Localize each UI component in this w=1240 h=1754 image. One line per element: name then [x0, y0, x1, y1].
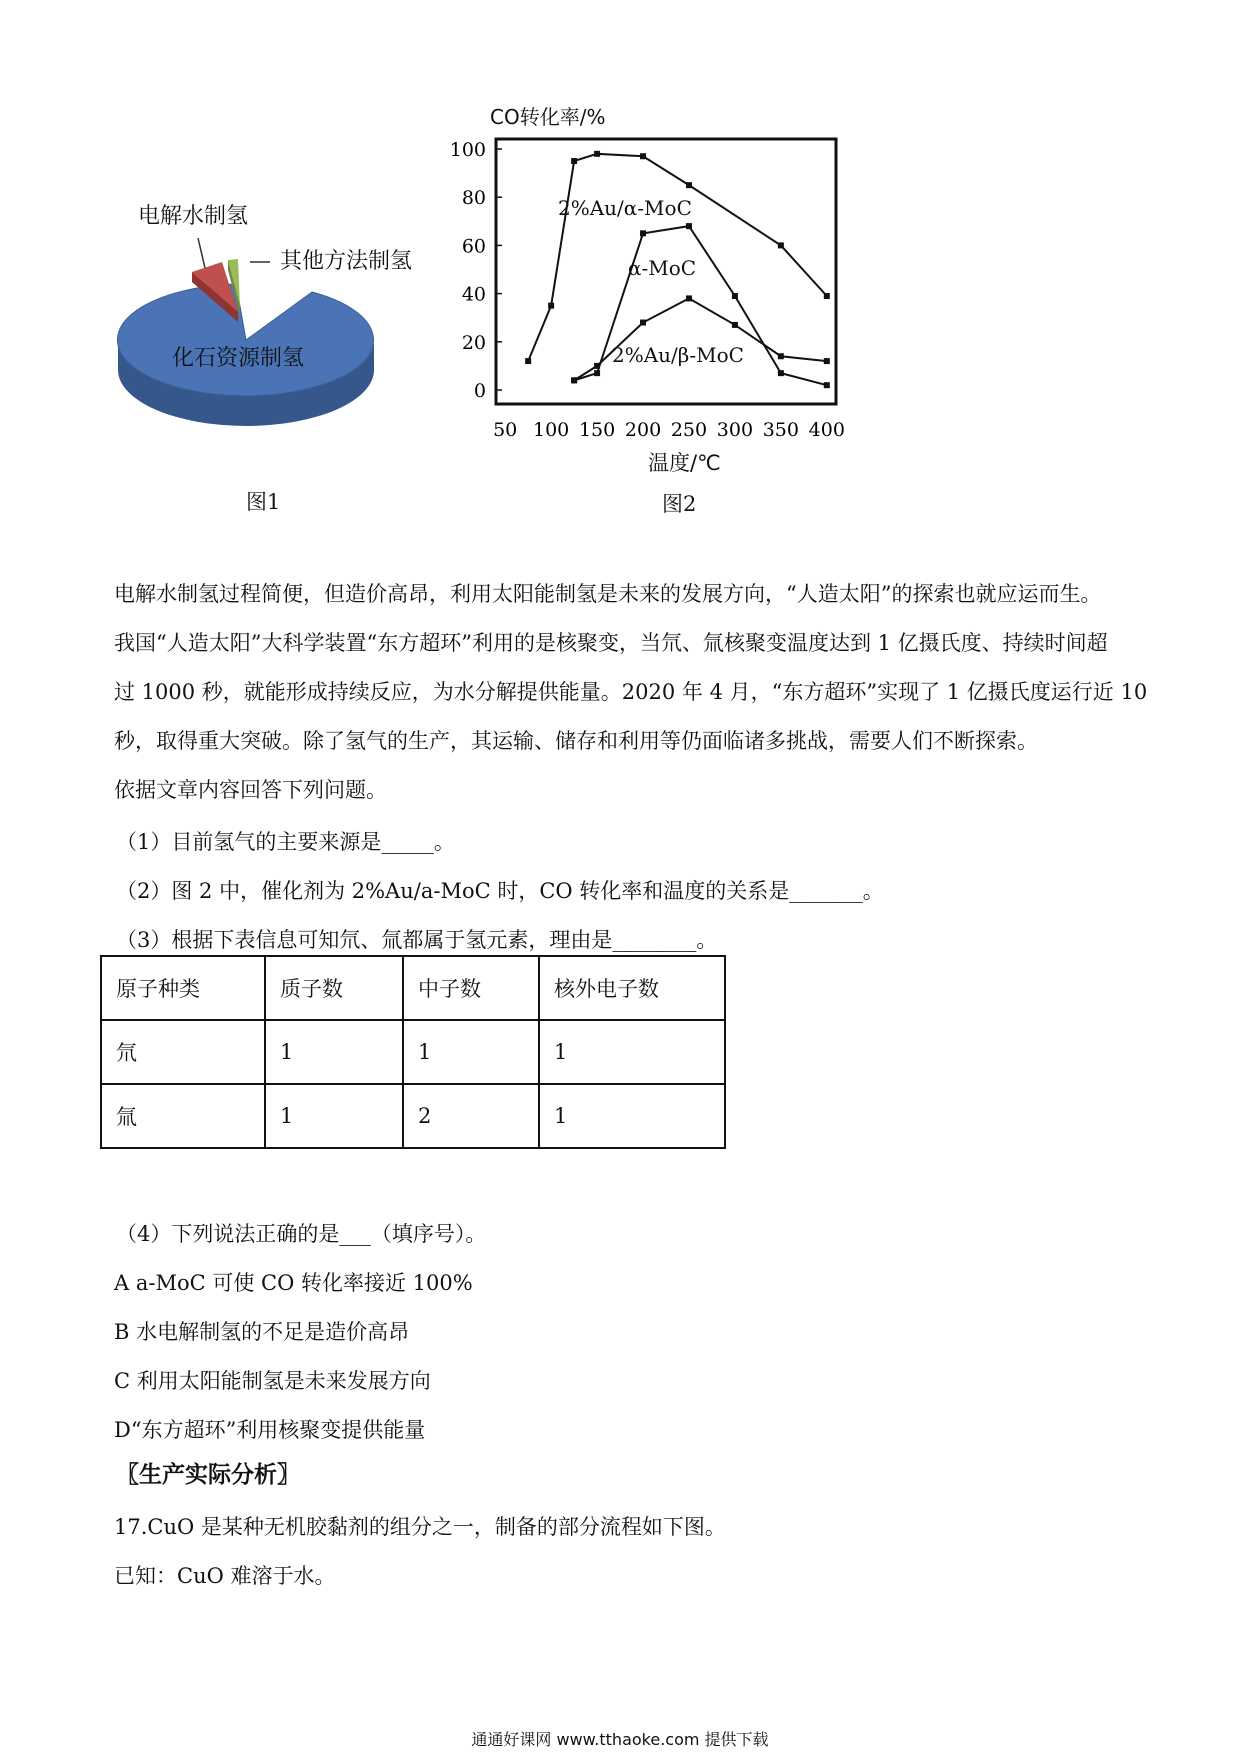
x-tick-label: 350 — [762, 419, 799, 441]
series-point — [594, 151, 600, 157]
known-info: 已知：CuO 难溶于水。 — [114, 1564, 336, 1588]
table-header-cell: 核外电子数 — [539, 956, 725, 1020]
table-cell: 2 — [403, 1084, 539, 1148]
series-point — [732, 293, 738, 299]
table-cell: 1 — [265, 1084, 403, 1148]
series-point — [594, 363, 600, 369]
table-cell: 1 — [265, 1020, 403, 1084]
y-tick-label: 100 — [449, 139, 486, 161]
section-heading: 〖生产实际分析〗 — [116, 1461, 300, 1488]
series-point — [640, 153, 646, 159]
x-tick-label: 250 — [670, 419, 708, 441]
x-tick-label: 50 — [493, 419, 518, 441]
chart-ylabel: CO转化率/% — [490, 105, 606, 129]
option-a: A a-MoC 可使 CO 转化率接近 100% — [114, 1271, 473, 1295]
x-tick-label: 400 — [808, 419, 845, 441]
table-cell: 氚 — [101, 1084, 265, 1148]
figures-svg — [0, 0, 1240, 540]
series-point — [571, 158, 577, 164]
series-point — [571, 377, 577, 383]
isotope-table — [100, 955, 726, 1149]
series-point — [686, 182, 692, 188]
table-header-cell: 原子种类 — [101, 956, 265, 1020]
series-point — [525, 358, 531, 364]
series-label-2au-beta: 2%Au/β-MoC — [612, 343, 744, 367]
question-3: （3）根据下表信息可知氘、氚都属于氢元素，理由是________。 — [116, 928, 718, 952]
footer: 通通好课网 www.tthaoke.com 提供下载 — [471, 1730, 769, 1749]
label-fossil: 化石资源制氢 — [172, 346, 305, 371]
series-point — [686, 295, 692, 301]
series-point — [824, 382, 830, 388]
chart-xlabel: 温度/℃ — [648, 451, 721, 475]
series-point — [778, 370, 784, 376]
option-d: D“东方超环”利用核聚变提供能量 — [114, 1418, 426, 1442]
question-2: （2）图 2 中，催化剂为 2%Au/a-MoC 时，CO 转化率和温度的关系是_______。 — [116, 879, 884, 903]
series-point — [686, 223, 692, 229]
x-tick-label: 300 — [716, 419, 754, 441]
series-point — [778, 353, 784, 359]
article-line: 电解水制氢过程简便，但造价高昂，利用太阳能制氢是未来的发展方向，“人造太阳”的探索也就应运而生。 — [114, 582, 1102, 606]
article-line: 过 1000 秒，就能形成持续反应，为水分解提供能量。2020 年 4 月，“东方超环”实现了 1 亿摄氏度运行近 10 — [114, 680, 1148, 704]
x-tick-label: 200 — [624, 419, 662, 441]
table-cell: 1 — [403, 1020, 539, 1084]
article-line: 我国“人造太阳”大科学装置“东方超环”利用的是核聚变，当氘、氚核聚变温度达到 1 亿摄氏度、持续时间超 — [114, 631, 1108, 655]
question-17: 17.CuO 是某种无机胶黏剂的组分之一，制备的部分流程如下图。 — [114, 1515, 726, 1539]
y-tick-label: 60 — [461, 235, 486, 258]
y-tick-label: 20 — [461, 331, 486, 354]
question-4: （4）下列说法正确的是___（填序号）。 — [116, 1222, 487, 1246]
y-tick-label: 40 — [461, 283, 486, 306]
figure2-caption: 图2 — [662, 492, 697, 516]
series-point — [548, 303, 554, 309]
x-ticks — [493, 419, 845, 441]
figure1-pie — [117, 204, 412, 426]
figure2-line-chart — [450, 105, 845, 475]
table-row — [101, 1020, 725, 1084]
series-point — [824, 293, 830, 299]
y-tick-label: 0 — [473, 380, 486, 402]
table-header-row — [101, 956, 725, 1020]
table-header-cell: 质子数 — [265, 956, 403, 1020]
series-point — [778, 242, 784, 248]
table-row — [101, 1084, 725, 1148]
option-b: B 水电解制氢的不足是造价高昂 — [114, 1320, 410, 1344]
y-tick-label: 80 — [461, 187, 486, 210]
series-label-2au-alpha: 2%Au/α-MoC — [558, 196, 692, 220]
series-point — [640, 320, 646, 326]
series-line-2 — [574, 298, 827, 380]
article-line: 秒，取得重大突破。除了氢气的生产，其运输、储存和利用等仍面临诸多挑战，需要人们不断探索。 — [114, 729, 1038, 753]
x-tick-label: 150 — [578, 419, 616, 441]
label-electrolysis: 电解水制氢 — [138, 204, 249, 229]
figure1-caption: 图1 — [246, 490, 281, 514]
table-cell: 氘 — [101, 1020, 265, 1084]
series-point — [824, 358, 830, 364]
series-point — [594, 370, 600, 376]
question-1: （1）目前氢气的主要来源是_____。 — [116, 830, 455, 854]
article-paragraph — [114, 570, 1148, 815]
series-point — [732, 322, 738, 328]
article-line: 依据文章内容回答下列问题。 — [114, 778, 387, 802]
series-point — [640, 230, 646, 236]
table-cell: 1 — [539, 1020, 725, 1084]
series-label-alpha: α-MoC — [628, 256, 697, 280]
leader-electrolysis — [198, 238, 205, 268]
x-tick-label: 100 — [533, 419, 570, 441]
table-cell: 1 — [539, 1084, 725, 1148]
label-other: 其他方法制氢 — [280, 249, 413, 274]
table-header-cell: 中子数 — [403, 956, 539, 1020]
option-c: C 利用太阳能制氢是未来发展方向 — [114, 1369, 431, 1393]
y-ticks — [450, 139, 502, 402]
